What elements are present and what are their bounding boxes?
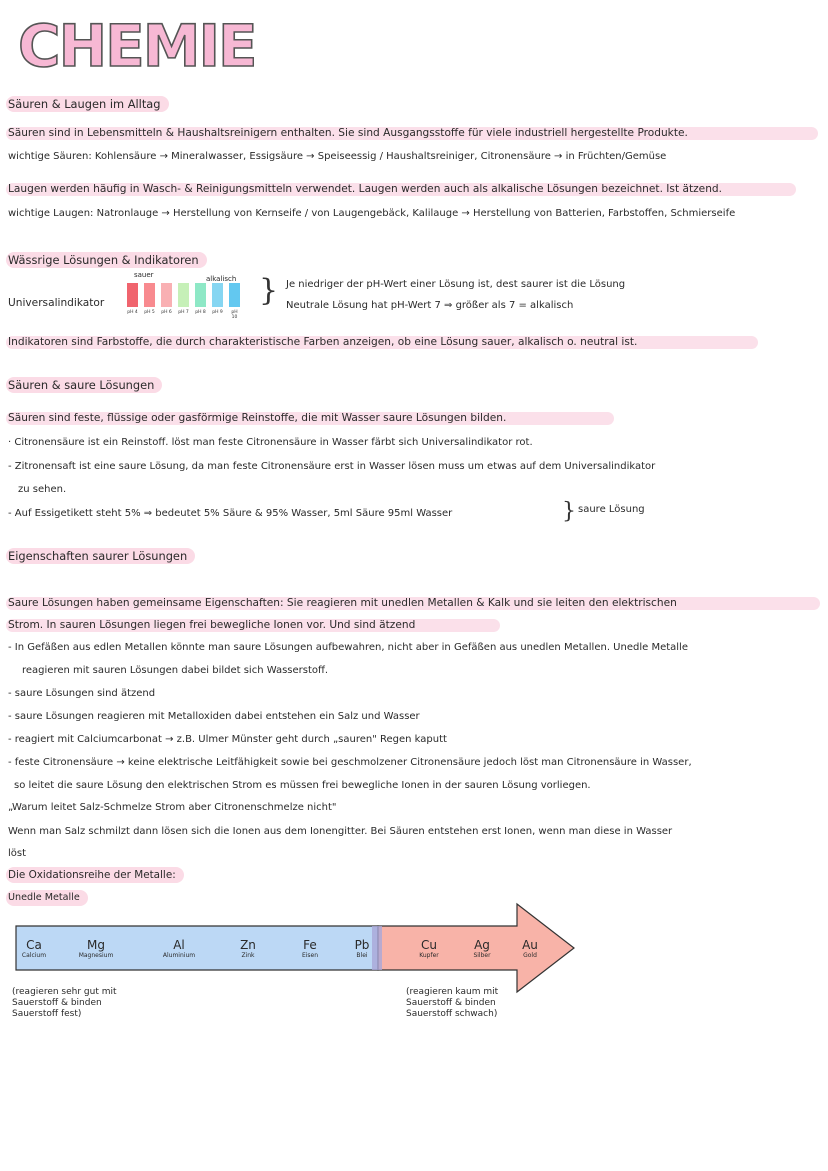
ph-label: pH 4 xyxy=(127,310,138,315)
answer: Wenn man Salz schmilzt dann lösen sich die Ionen aus dem Ionengitter. Bei Säuren entstehen erst Ionen, wenn man diese in Wasser xyxy=(8,826,673,837)
ph-label: pH 10 xyxy=(231,310,238,320)
bullet: - Zitronensaft ist eine saure Lösung, da man feste Citronensäure erst in Wasser lösen muss um etwas auf dem Universalindikator xyxy=(8,461,656,472)
answer-continuation: löst xyxy=(8,848,27,859)
brace-icon: } xyxy=(562,499,576,524)
bullet: - reagiert mit Calciumcarbonat → z.B. Ulmer Münster geht durch „sauren" Regen kaputt xyxy=(8,734,447,745)
metal-name: Silber xyxy=(473,952,491,959)
ph-label: pH 8 xyxy=(195,310,206,315)
paragraph: wichtige Laugen: Natronlauge → Herstellung von Kernseife / von Laugengebäck, Kalilauge → Herstellung von Batterien, Farbstoffen, Schmierseife xyxy=(8,208,736,219)
note-unedle xyxy=(12,987,117,1020)
note-edle xyxy=(406,987,498,1020)
note-line: (reagieren kaum mit xyxy=(406,987,499,997)
metal-symbol: Mg xyxy=(87,938,105,952)
page-title xyxy=(14,12,254,74)
paragraph: Säuren sind in Lebensmitteln & Haushaltsreinigern enthalten. Sie sind Ausgangsstoffe für viele industriell hergestellte Produkte. xyxy=(8,127,688,139)
metal-symbol: Ag xyxy=(474,938,490,952)
brace-icon: } xyxy=(259,273,279,308)
bullet: - feste Citronensäure → keine elektrische Leitfähigkeit sowie bei geschmolzener Citronensäure jedoch löst man Citronensäure in Wasser, xyxy=(8,757,692,768)
note-line: (reagieren sehr gut mit xyxy=(12,987,117,997)
section-heading-saeuren: Säuren & saure Lösungen xyxy=(6,377,162,393)
metal-al xyxy=(149,938,209,960)
paragraph: Laugen werden häufig in Wasch- & Reinigungsmitteln verwendet. Laugen werden auch als alkalische Lösungen bezeichnet. Ist ätzend. xyxy=(8,183,722,195)
metal-name: Blei xyxy=(356,952,368,959)
ph-rule: Neutrale Lösung hat pH-Wert 7 ⇒ größer als 7 = alkalisch xyxy=(286,300,574,311)
label-alkalisch: alkalisch xyxy=(206,275,237,283)
metal-name: Zink xyxy=(241,952,255,959)
metal-symbol: Au xyxy=(522,938,538,952)
ph-swatch xyxy=(127,283,138,307)
metal-symbol: Fe xyxy=(303,938,317,952)
bullet: - saure Lösungen sind ätzend xyxy=(8,688,156,699)
metal-name: Kupfer xyxy=(419,952,439,959)
note-line: Sauerstoff schwach) xyxy=(406,1009,498,1019)
ph-swatch xyxy=(195,283,206,307)
metal-pb xyxy=(332,938,392,960)
metal-name: Calcium xyxy=(21,952,47,959)
page-title-text: CHEMIE xyxy=(18,12,254,74)
unedle-metalle-label: Unedle Metalle xyxy=(6,890,88,906)
metal-symbol: Cu xyxy=(421,938,437,952)
metal-name: Gold xyxy=(523,952,537,959)
paragraph: Indikatoren sind Farbstoffe, die durch charakteristische Farben anzeigen, ob eine Lösung sauer, alkalisch o. neutral ist. xyxy=(8,336,638,348)
bullet: - Auf Essigetikett steht 5% ⇒ bedeutet 5% Säure & 95% Wasser, 5ml Säure 95ml Wasser xyxy=(8,508,453,519)
ph-swatch xyxy=(178,283,189,307)
metal-fe xyxy=(280,938,340,960)
note-line: Sauerstoff & binden xyxy=(12,998,102,1008)
metal-zn xyxy=(218,938,278,960)
section-heading-indikatoren: Wässrige Lösungen & Indikatoren xyxy=(6,252,207,268)
ph-rule: Je niedriger der pH-Wert einer Lösung ist, dest saurer ist die Lösung xyxy=(286,279,626,290)
bullet-continuation: so leitet die saure Lösung den elektrischen Strom es müssen frei bewegliche Ionen in der sauren Lösung vorliegen. xyxy=(14,780,591,791)
metal-au xyxy=(500,938,560,960)
bullet: - saure Lösungen reagieren mit Metalloxiden dabei entstehen ein Salz und Wasser xyxy=(8,711,420,722)
metal-cu xyxy=(399,938,459,960)
ph-swatch xyxy=(212,283,223,307)
ph-swatch xyxy=(144,283,155,307)
note-line: Sauerstoff fest) xyxy=(12,1009,82,1019)
ph-label: pH 9 xyxy=(212,310,223,315)
bullet-continuation: zu sehen. xyxy=(18,484,67,495)
metal-mg xyxy=(66,938,126,960)
ph-label: pH 6 xyxy=(161,310,172,315)
ph-swatch xyxy=(161,283,172,307)
metal-name: Eisen xyxy=(301,952,319,959)
paragraph: Saure Lösungen haben gemeinsame Eigenschaften: Sie reagieren mit unedlen Metallen & Kalk und sie leiten den elektrischen xyxy=(8,597,677,609)
paragraph: Strom. In sauren Lösungen liegen frei bewegliche Ionen vor. Und sind ätzend xyxy=(8,619,416,631)
metal-symbol: Al xyxy=(173,938,185,952)
metal-name: Aluminium xyxy=(162,952,196,959)
bullet: - In Gefäßen aus edlen Metallen könnte man saure Lösungen aufbewahren, nicht aber in Gefäßen aus unedlen Metallen. Unedle Metalle xyxy=(8,642,688,653)
bullet: · Citronensäure ist ein Reinstoff. löst man feste Citronensäure in Wasser färbt sich Universalindikator rot. xyxy=(8,437,533,448)
ph-label: pH 7 xyxy=(178,310,189,315)
metal-symbol: Zn xyxy=(240,938,256,952)
section-heading-eigenschaften: Eigenschaften saurer Lösungen xyxy=(6,548,195,564)
oxidation-series-heading: Die Oxidationsreihe der Metalle: xyxy=(6,867,184,883)
question: „Warum leitet Salz-Schmelze Strom aber Citronenschmelze nicht" xyxy=(8,802,337,813)
brace-label: saure Lösung xyxy=(578,504,645,515)
bullet-continuation: reagieren mit sauren Lösungen dabei bildet sich Wasserstoff. xyxy=(22,665,329,676)
metal-symbol: Ca xyxy=(26,938,42,952)
metal-name: Magnesium xyxy=(78,952,114,959)
ph-label: pH 5 xyxy=(144,310,155,315)
label-sauer: sauer xyxy=(134,271,154,279)
universal-indicator-label: Universalindikator xyxy=(8,297,105,309)
ph-swatch xyxy=(229,283,240,307)
section-heading-alltag: Säuren & Laugen im Alltag xyxy=(6,96,169,112)
paragraph: Säuren sind feste, flüssige oder gasförmige Reinstoffe, die mit Wasser saure Lösungen bilden. xyxy=(8,412,507,424)
note-line: Sauerstoff & binden xyxy=(406,998,496,1008)
paragraph: wichtige Säuren: Kohlensäure → Mineralwasser, Essigsäure → Speiseessig / Haushaltsreiniger, Citronensäure → in Früchten/Gemüse xyxy=(8,151,667,162)
metal-ca xyxy=(4,938,64,960)
metal-symbol: Pb xyxy=(354,938,370,952)
